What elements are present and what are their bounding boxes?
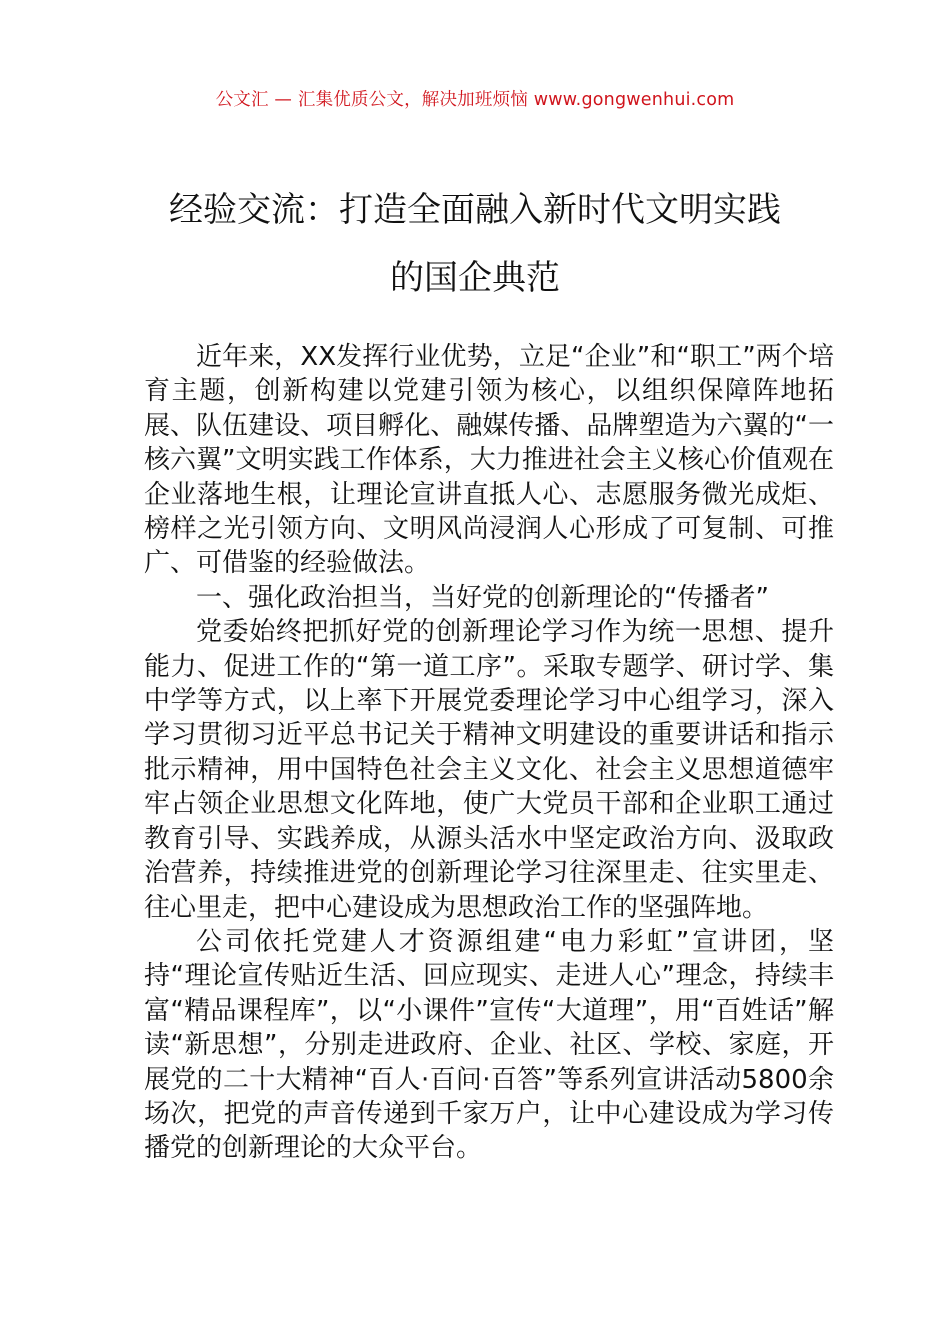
- document-body: [144, 340, 834, 1166]
- paragraph-theory-study: 党委始终把抓好党的创新理论学习作为统一思想、提升能力、促进工作的“第一道工序”。采取专题学、研讨学、集中学等方式，以上率下开展党委理论学习中心组学习，深入学习贯彻习近平总书记关于精神文明建设的重要讲话和指示批示精神，用中国特色社会主义文化、社会主义思想道德牢牢占领企业思想文化阵地，使广大党员干部和企业职工通过教育引导、实践养成，从源头活水中坚定政治方向、汲取政治营养，持续推进党的创新理论学习往深里走、往实里走、往心里走，把中心建设成为思想政治工作的坚强阵地。: [144, 617, 834, 923]
- page-header: 公文汇 — 汇集优质公文，解决加班烦恼 www.gongwenhui.com: [215, 90, 735, 110]
- document-title-line-1: 经验交流：打造全面融入新时代文明实践: [169, 190, 781, 230]
- paragraph-intro: 近年来，XX发挥行业优势，立足“企业”和“职工”两个培育主题，创新构建以党建引领为核心，以组织保障阵地拓展、队伍建设、项目孵化、融媒传播、品牌塑造为六翼的“一核六翼”文明实践工作体系，大力推进社会主义核心价值观在企业落地生根，让理论宣讲直抵人心、志愿服务微光成炬、榜样之光引领方向、文明风尚浸润人心形成了可复制、可推广、可借鉴的经验做法。: [144, 342, 834, 579]
- section-heading-1: 一、强化政治担当，当好党的创新理论的“传播者”: [196, 582, 769, 613]
- document-title-line-2: 的国企典范: [390, 258, 560, 298]
- paragraph-lecture-team: 公司依托党建人才资源组建“电力彩虹”宣讲团，坚持“理论宣传贴近生活、回应现实、走进人心”理念，持续丰富“精品课程库”，以“小课件”宣传“大道理”，用“百姓话”解读“新思想”，分别走进政府、企业、社区、学校、家庭，开展党的二十大精神“百人·百问·百答”等系列宣讲活动5800余场次，把党的声音传递到千家万户，让中心建设成为学习传播党的创新理论的大众平台。: [144, 926, 834, 1164]
